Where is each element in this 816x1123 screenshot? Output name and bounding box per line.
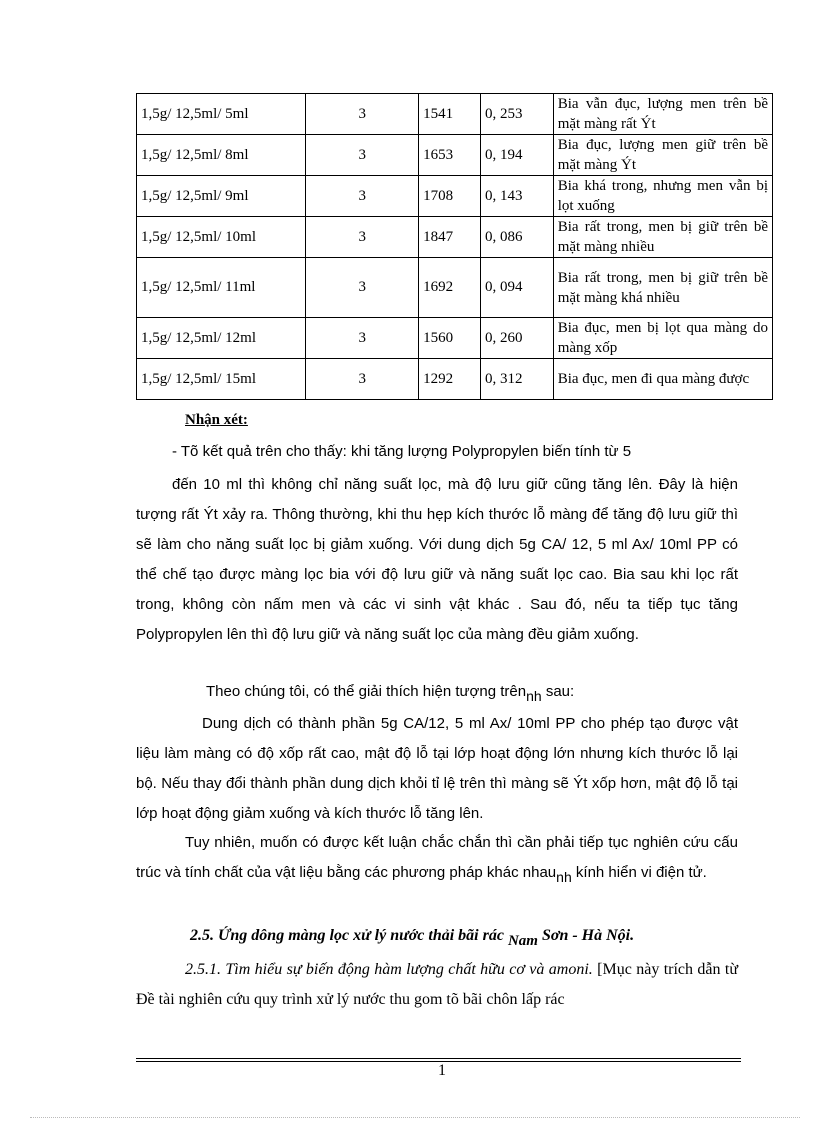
cell-ratio: 1,5g/ 12,5ml/ 15ml (137, 359, 306, 400)
table-row (137, 359, 773, 400)
cell-ratio: 1,5g/ 12,5ml/ 10ml (137, 217, 306, 258)
cell-retention: 0, 312 (481, 359, 554, 400)
cell-ratio: 1,5g/ 12,5ml/ 8ml (137, 135, 306, 176)
paragraph-1: đến 10 ml thì không chỉ năng suất lọc, mà độ lưu giữ cũng tăng lên. Đây là hiện tượng rất Ýt xảy ra. Thông thường, khi thu hẹp kích thước lỗ màng để tăng độ lưu giữ thì sẽ làm cho năng suất lọc bị giảm xuống. Với dung dịch 5g CA/ 12, 5 ml Ax/ 10ml PP có thể chế tạo được màng lọc bia với độ lưu giữ và năng suất lọc cao. Bia sau khi lọc rất trong, không còn nấm men và các vi sinh vật khác . Sau đó, nếu ta tiếp tục tăng Polypropylen lên thì độ lưu giữ và năng suất lọc của màng đều giảm xuống. (136, 476, 738, 643)
table-row (137, 258, 773, 318)
section-heading (190, 927, 634, 950)
cell-note: Bia đục, men bị lọt qua màng do màng xốp (553, 318, 772, 359)
cell-flux: 1708 (419, 176, 481, 217)
paragraph-2 (136, 677, 738, 711)
table-row (137, 135, 773, 176)
subsection-title: 2.5.1. Tìm hiểu sự biến động hàm lượng chất hữu cơ và amoni. (185, 961, 593, 978)
paragraph-4-text: Tuy nhiên, muốn có được kết luận chắc chắn thì cần phải tiếp tục nghiên cứu cấu trúc và tính chất của vật liệu bằng các phương pháp khác nhau (136, 834, 738, 881)
cell-count: 3 (306, 94, 419, 135)
cell-count: 3 (306, 258, 419, 318)
cell-note: Bia rất trong, men bị giữ trên bề mặt màng nhiều (553, 217, 772, 258)
paragraph-4 (136, 828, 738, 892)
cell-flux: 1541 (419, 94, 481, 135)
subsection-text: [Mục này trích dẫn từ Đề tài nghiên cứu quy trình xử lý nước thu gom tõ bãi chôn lấp rác (136, 961, 738, 1008)
cell-note: Bia rất trong, men bị giữ trên bề mặt màng khá nhiều (553, 258, 772, 318)
section-heading-sub: Nam (507, 933, 538, 949)
paragraph-2-text: Theo chúng tôi, có thể giải thích hiện tượng trên (206, 683, 527, 700)
paragraph-4-end: kính hiển vi điện tử. (571, 864, 707, 881)
subsection-paragraph (136, 955, 738, 1015)
paragraph-3: Dung dịch có thành phần 5g CA/12, 5 ml Ax/ 10ml PP cho phép tạo được vật liệu làm màng có độ xốp rất cao, mật độ lỗ tại lớp hoạt động lớn nhưng kích thước lỗ lại bộ. Nếu thay đổi thành phần dung dịch khỏi tỉ lệ trên thì màng sẽ Ýt xốp hơn, mật độ lỗ tại lớp hoạt động giảm xuống và kích thước lỗ tăng lên. (136, 715, 738, 822)
cell-note: Bia đục, men đi qua màng được (553, 359, 772, 400)
cell-ratio: 1,5g/ 12,5ml/ 12ml (137, 318, 306, 359)
cell-flux: 1847 (419, 217, 481, 258)
cell-retention: 0, 086 (481, 217, 554, 258)
section-heading-text: 2.5. Ứng dông màng lọc xử lý nước thải bãi rác (190, 927, 508, 944)
cell-count: 3 (306, 176, 419, 217)
cell-note: Bia khá trong, nhưng men vẫn bị lọt xuống (553, 176, 772, 217)
table-row (137, 176, 773, 217)
paragraph-1-first-line: - Tõ kết quả trên cho thấy: khi tăng lượng Polypropylen biến tính từ 5 (172, 443, 632, 460)
table-row (137, 318, 773, 359)
remark-heading: Nhận xét: (185, 412, 248, 428)
page-edge-dots (30, 1117, 800, 1118)
paragraph-2-sub: nh (526, 688, 542, 704)
cell-flux: 1560 (419, 318, 481, 359)
cell-ratio: 1,5g/ 12,5ml/ 5ml (137, 94, 306, 135)
cell-count: 3 (306, 359, 419, 400)
cell-note: Bia vẫn đục, lượng men trên bề mặt màng rất Ýt (553, 94, 772, 135)
cell-retention: 0, 253 (481, 94, 554, 135)
cell-count: 3 (306, 318, 419, 359)
results-table (136, 93, 773, 400)
cell-note: Bia đục, lượng men giữ trên bề mặt màng Ýt (553, 135, 772, 176)
cell-retention: 0, 260 (481, 318, 554, 359)
cell-flux: 1653 (419, 135, 481, 176)
paragraph-4-sub: nh (556, 869, 572, 885)
table-row (137, 217, 773, 258)
cell-ratio: 1,5g/ 12,5ml/ 11ml (137, 258, 306, 318)
section-heading-end: Sơn - Hà Nội. (537, 927, 635, 944)
cell-count: 3 (306, 135, 419, 176)
page-number: 1 (438, 1062, 446, 1079)
footer-rule-top (136, 1058, 741, 1059)
cell-retention: 0, 194 (481, 135, 554, 176)
cell-flux: 1692 (419, 258, 481, 318)
cell-retention: 0, 143 (481, 176, 554, 217)
cell-ratio: 1,5g/ 12,5ml/ 9ml (137, 176, 306, 217)
paragraph-2-end: sau: (541, 683, 575, 700)
cell-flux: 1292 (419, 359, 481, 400)
table-row (137, 94, 773, 135)
cell-count: 3 (306, 217, 419, 258)
cell-retention: 0, 094 (481, 258, 554, 318)
